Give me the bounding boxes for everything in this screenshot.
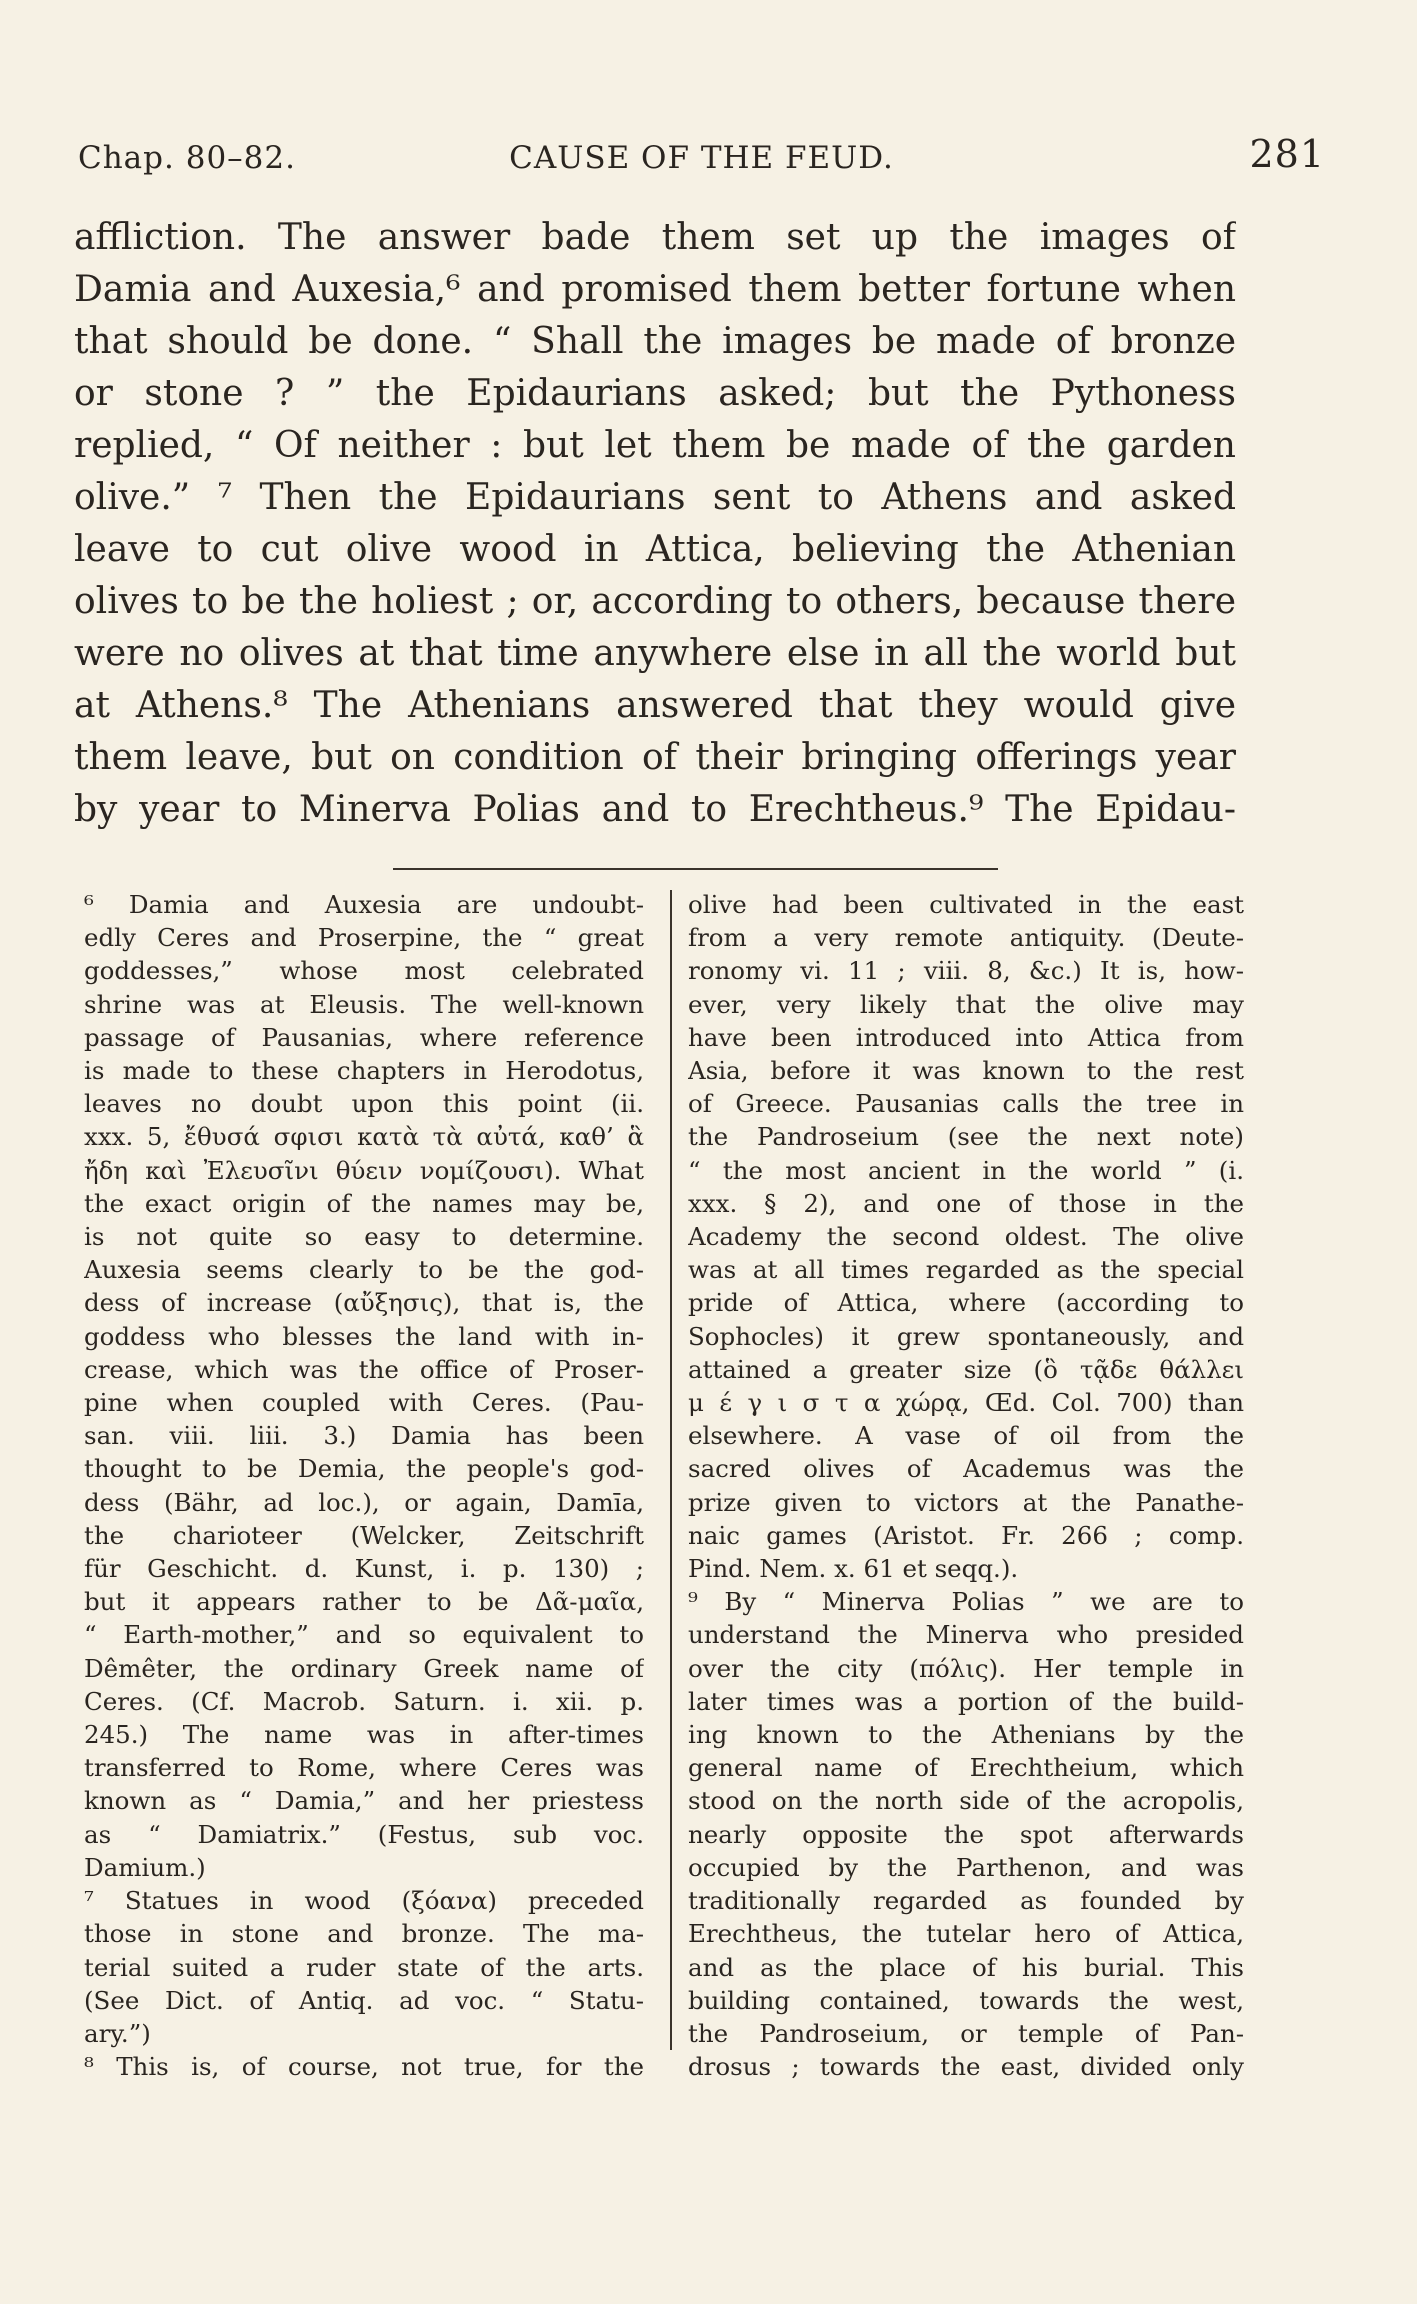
text-line: für Geschicht. d. Kunst, i. p. 130) ; bbox=[84, 1554, 644, 1584]
text-line: Damia and Auxesia,⁶ and promised them better fortune when bbox=[74, 269, 1236, 310]
text-line: them leave, but on condition of their bringing offerings year bbox=[74, 737, 1236, 778]
text-line: over the city (πόλις). Her temple in bbox=[688, 1653, 1244, 1683]
footnotes-right-column bbox=[688, 888, 1244, 2083]
text-line: ronomy vi. 11 ; viii. 8, &c.) It is, how- bbox=[688, 956, 1244, 986]
text-line: edly Ceres and Proserpine, the “ great bbox=[84, 923, 644, 953]
text-line: ever, very likely that the olive may bbox=[688, 989, 1244, 1019]
text-line: μ έ γ ι σ τ α χώρᾳ, Œd. Col. 700) than bbox=[688, 1388, 1244, 1418]
text-line: as “ Damiatrix.” (Festus, sub voc. bbox=[84, 1819, 644, 1849]
text-line: ⁹ By “ Minerva Polias ” we are to bbox=[688, 1587, 1244, 1617]
text-line: xxx. 5, ἔθυσά σφισι κατὰ τὰ αὐτά, καθ’ ἃ bbox=[84, 1122, 644, 1152]
text-line: Asia, before it was known to the rest bbox=[688, 1056, 1244, 1086]
text-line: known as “ Damia,” and her priestess bbox=[84, 1786, 644, 1816]
text-line: have been introduced into Attica from bbox=[688, 1022, 1244, 1052]
text-line: nearly opposite the spot afterwards bbox=[688, 1819, 1244, 1849]
page-number: 281 bbox=[1249, 132, 1325, 176]
text-line: replied, “ Of neither : but let them be made of the garden bbox=[74, 425, 1236, 466]
text-line: Erechtheus, the tutelar hero of Attica, bbox=[688, 1919, 1244, 1949]
text-line: leave to cut olive wood in Attica, believing the Athenian bbox=[74, 529, 1236, 570]
text-line: terial suited a ruder state of the arts. bbox=[84, 1952, 644, 1982]
text-line: the exact origin of the names may be, bbox=[84, 1188, 644, 1218]
text-line: shrine was at Eleusis. The well-known bbox=[84, 989, 644, 1019]
text-line: Damium.) bbox=[84, 1852, 206, 1882]
text-line: transferred to Rome, where Ceres was bbox=[84, 1753, 644, 1783]
text-line: passage of Pausanias, where reference bbox=[84, 1022, 644, 1052]
text-line: Academy the second oldest. The olive bbox=[688, 1222, 1244, 1252]
text-line: ⁸ This is, of course, not true, for the bbox=[84, 2052, 644, 2082]
text-line: those in stone and bronze. The ma- bbox=[84, 1919, 644, 1949]
text-line: elsewhere. A vase of oil from the bbox=[688, 1421, 1244, 1451]
text-line: building contained, towards the west, bbox=[688, 1985, 1244, 2015]
text-line: ⁶ Damia and Auxesia are undoubt- bbox=[84, 890, 644, 919]
footnote-separator bbox=[393, 868, 998, 870]
text-line: sacred olives of Academus was the bbox=[688, 1454, 1244, 1484]
text-line: goddess who blesses the land with in- bbox=[84, 1321, 644, 1351]
text-line: naic games (Aristot. Fr. 266 ; comp. bbox=[688, 1520, 1244, 1550]
text-line: “ the most ancient in the world ” (i. bbox=[688, 1155, 1244, 1185]
text-line: Ceres. (Cf. Macrob. Saturn. i. xii. p. bbox=[84, 1686, 644, 1716]
text-line: pine when coupled with Ceres. (Pau- bbox=[84, 1388, 644, 1418]
text-line: olives to be the holiest ; or, according to others, because there bbox=[74, 581, 1236, 622]
text-line: san. viii. liii. 3.) Damia has been bbox=[84, 1421, 644, 1451]
text-line: leaves no doubt upon this point (ii. bbox=[84, 1089, 644, 1119]
text-line: and as the place of his burial. This bbox=[688, 1952, 1244, 1982]
text-line: xxx. § 2), and one of those in the bbox=[688, 1188, 1244, 1218]
text-line: prize given to victors at the Panathe- bbox=[688, 1487, 1244, 1517]
footnotes-left-column bbox=[84, 888, 644, 2083]
text-line: olive.” ⁷ Then the Epidaurians sent to Athens and asked bbox=[74, 477, 1236, 518]
text-line: (See Dict. of Antiq. ad voc. “ Statu- bbox=[84, 1985, 644, 2015]
text-line: the charioteer (Welcker, Zeitschrift bbox=[84, 1520, 644, 1550]
main-text bbox=[74, 212, 1236, 836]
text-line: by year to Minerva Polias and to Erechtheus.⁹ The Epidau- bbox=[74, 789, 1236, 830]
text-line: Pind. Nem. x. 61 et seqq.). bbox=[688, 1554, 1019, 1584]
text-line: ary.”) bbox=[84, 2018, 151, 2048]
text-line: dess of increase (αὔξησις), that is, the bbox=[84, 1288, 644, 1318]
text-line: olive had been cultivated in the east bbox=[688, 890, 1244, 919]
text-line: dess (Bähr, ad loc.), or again, Damīa, bbox=[84, 1487, 644, 1517]
text-line: goddesses,” whose most celebrated bbox=[84, 956, 644, 986]
text-line: crease, which was the office of Proser- bbox=[84, 1354, 644, 1384]
text-line: stood on the north side of the acropolis, bbox=[688, 1786, 1244, 1816]
text-line: that should be done. “ Shall the images be made of bronze bbox=[74, 321, 1236, 362]
text-line: occupied by the Parthenon, and was bbox=[688, 1852, 1244, 1882]
text-line: is made to these chapters in Herodotus, bbox=[84, 1056, 644, 1086]
text-line: or stone ? ” the Epidaurians asked; but the Pythoness bbox=[74, 373, 1236, 414]
text-line: Dêmêter, the ordinary Greek name of bbox=[84, 1653, 644, 1683]
text-line: from a very remote antiquity. (Deute- bbox=[688, 923, 1244, 953]
text-line: were no olives at that time anywhere else in all the world but bbox=[74, 633, 1236, 674]
text-line: “ Earth-mother,” and so equivalent to bbox=[84, 1620, 644, 1650]
text-line: thought to be Demia, the people's god- bbox=[84, 1454, 644, 1484]
text-line: drosus ; towards the east, divided only bbox=[688, 2052, 1244, 2082]
text-line: pride of Attica, where (according to bbox=[688, 1288, 1244, 1318]
text-line: was at all times regarded as the special bbox=[688, 1255, 1244, 1285]
text-line: the Pandroseium (see the next note) bbox=[688, 1122, 1244, 1152]
text-line: ⁷ Statues in wood (ξόανα) preceded bbox=[84, 1886, 644, 1916]
text-line: ἤδη καὶ Ἐλευσῖνι θύειν νομίζουσι). What bbox=[84, 1155, 644, 1185]
text-line: ing known to the Athenians by the bbox=[688, 1720, 1244, 1750]
text-line: attained a greater size (ὃ τᾷδε θάλλει bbox=[688, 1354, 1244, 1384]
chapter-label: Chap. 80–82. bbox=[78, 140, 296, 176]
text-line: 245.) The name was in after-times bbox=[84, 1720, 644, 1750]
text-line: is not quite so easy to determine. bbox=[84, 1222, 644, 1252]
text-line: affliction. The answer bade them set up the images of bbox=[74, 217, 1236, 258]
text-line: understand the Minerva who presided bbox=[688, 1620, 1244, 1650]
text-line: but it appears rather to be Δᾶ-μαῖα, bbox=[84, 1587, 644, 1617]
text-line: Auxesia seems clearly to be the god- bbox=[84, 1255, 644, 1285]
running-title: CAUSE OF THE FEUD. bbox=[509, 140, 894, 176]
text-line: the Pandroseium, or temple of Pan- bbox=[688, 2018, 1244, 2048]
text-line: traditionally regarded as founded by bbox=[688, 1886, 1244, 1916]
text-line: at Athens.⁸ The Athenians answered that they would give bbox=[74, 685, 1236, 726]
text-line: of Greece. Pausanias calls the tree in bbox=[688, 1089, 1244, 1119]
text-line: Sophocles) it grew spontaneously, and bbox=[688, 1321, 1244, 1351]
footnote-column-divider bbox=[670, 890, 672, 2050]
running-header bbox=[78, 132, 1325, 182]
text-line: later times was a portion of the build- bbox=[688, 1686, 1244, 1716]
text-line: general name of Erechtheium, which bbox=[688, 1753, 1244, 1783]
